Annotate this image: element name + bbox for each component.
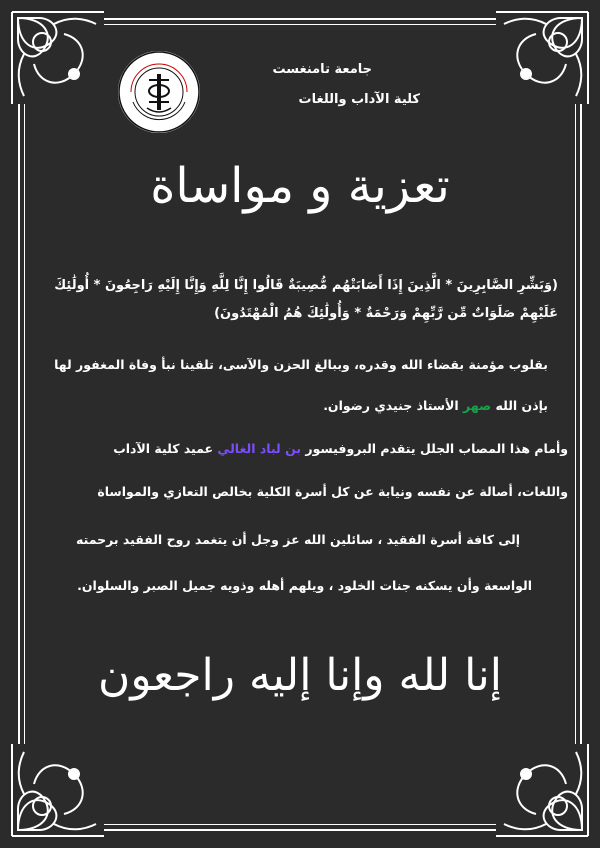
- quran-verse: (وَبَشِّرِ الصَّابِرِينَ * الَّذِينَ إِذَا أَصَابَتْهُم مُّصِيبَةٌ قَالُوا إِنَّا لِلَّهِ وَإِنَّا إِلَيْهِ رَاجِعُونَ * أُولَٰئِكَ عَلَيْهِمْ صَلَوَاتٌ مِّن رَّبِّهِمْ وَرَحْمَةٌ * وَأُولَٰئِكَ هُمُ الْمُهْتَدُونَ): [54, 278, 558, 321]
- ornament-corner-top-right-icon: [491, 4, 596, 109]
- paragraph1-line2-pre: بإذن الله: [491, 398, 548, 413]
- page-title: تعزية و مواساة: [150, 158, 450, 214]
- paragraph2-line1: [113, 441, 568, 456]
- closing-calligraphy: إنا لله وإنا إليه راجعون: [98, 650, 502, 701]
- faculty-name: كلية الآداب واللغات: [298, 92, 420, 107]
- frame-line-top-outer: [104, 18, 496, 20]
- university-logo: [117, 50, 201, 134]
- paragraph1-line2-post: الأستاذ جنيدي رضوان.: [323, 398, 464, 413]
- paragraph2-line3: إلى كافة أسرة الفقيد ، سائلين الله عز وجل أن يتغمد روح الفقيد برحمته: [76, 532, 520, 547]
- highlight-name-green: صهر: [463, 398, 492, 413]
- paragraph1-line2: [323, 398, 548, 413]
- paragraph1-line1: بقلوب مؤمنة بقضاء الله وقدره، وببالغ الحزن والآسى، تلقينا نبأ وفاة المغفور لها: [54, 357, 548, 372]
- university-name: جامعة تامنغست: [272, 62, 372, 77]
- ornament-corner-bottom-right-icon: [491, 739, 596, 844]
- highlight-name-purple: بن لباد الغالي: [217, 441, 302, 456]
- frame-line-bottom-inner: [104, 824, 496, 825]
- frame-line-bottom-outer: [104, 829, 496, 831]
- paragraph2-line1-post: عميد كلية الآداب: [113, 441, 218, 456]
- paragraph2-line1-pre: وأمام هذا المصاب الجلل يتقدم البروفيسور: [301, 441, 568, 456]
- frame-line-top-inner: [104, 24, 496, 25]
- ornament-corner-bottom-left-icon: [4, 739, 109, 844]
- ornament-corner-top-left-icon: [4, 4, 109, 109]
- paragraph2-line4: الواسعة وأن يسكنه جنات الخلود ، ويلهم أهله وذويه جميل الصبر والسلوان.: [77, 578, 532, 593]
- paragraph2-line2: واللغات، أصالة عن نفسه ونيابة عن كل أسرة الكلية بخالص التعازي والمواساة: [97, 484, 568, 499]
